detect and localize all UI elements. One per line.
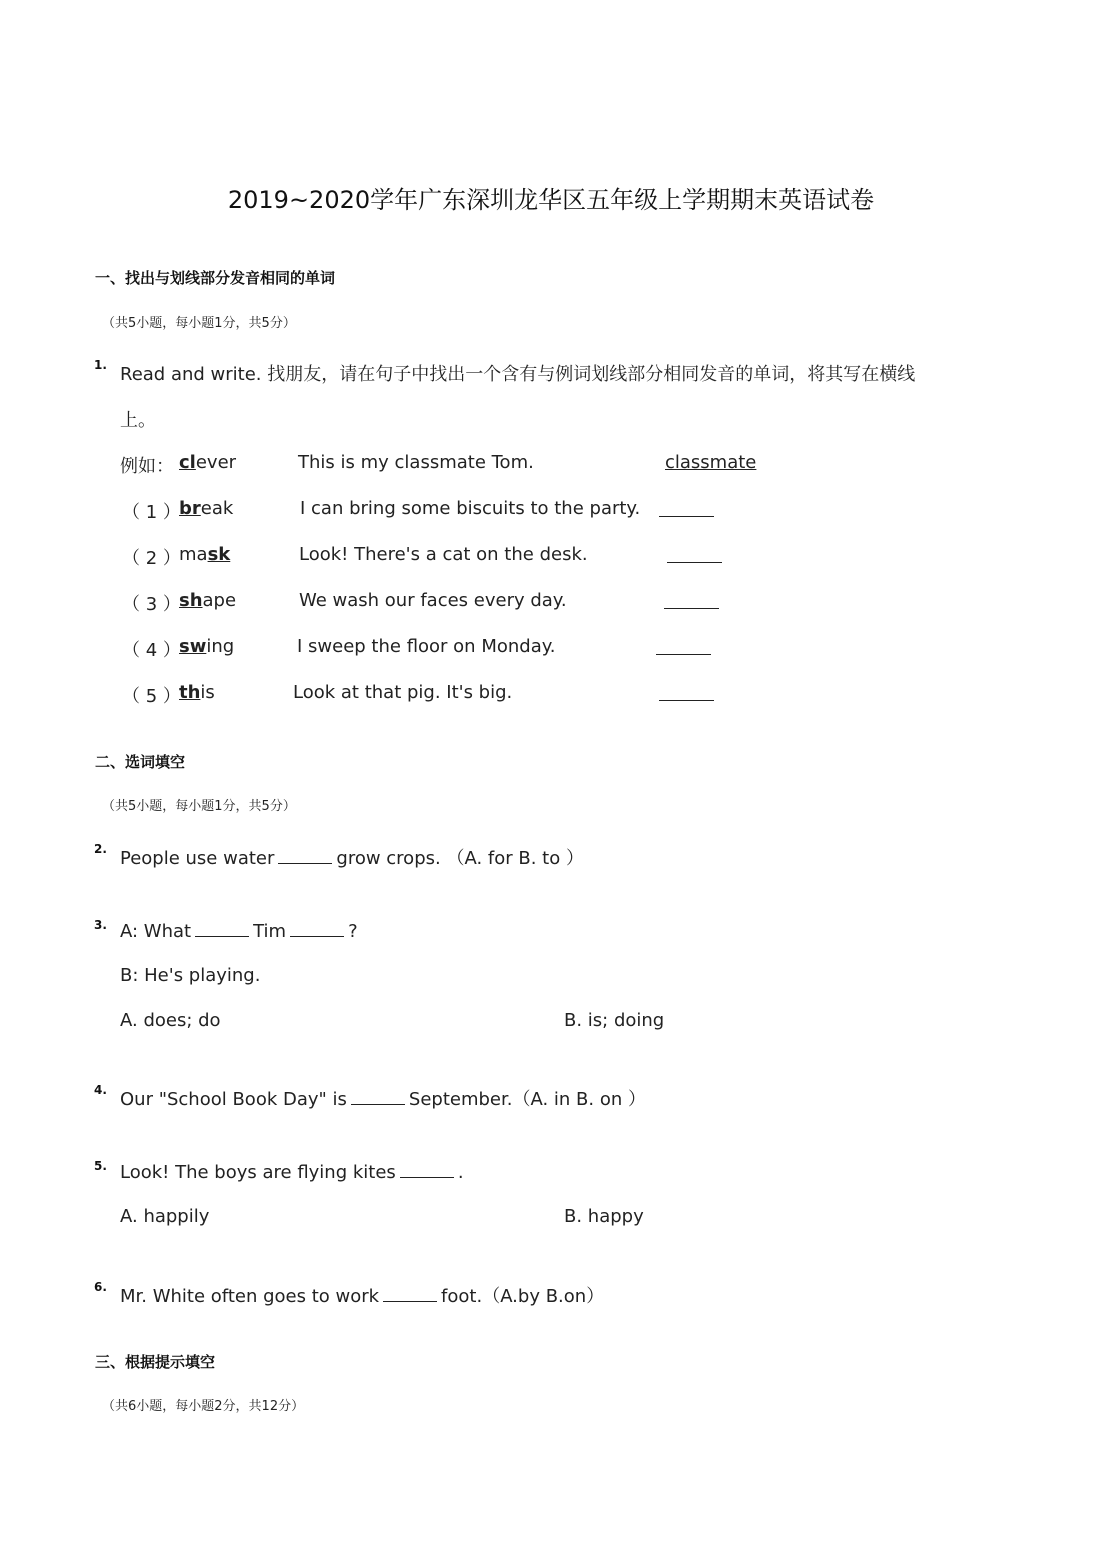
q4-text: Our "School Book Day" is September.（A. in B. on ） [120, 1089, 646, 1110]
q1-item-sentence-1: I can bring some biscuits to the party. [300, 498, 641, 519]
q1-item-sentence-3: We wash our faces every day. [299, 590, 567, 611]
q1-answer-blank-3[interactable] [664, 608, 719, 609]
q1-answer-blank-2[interactable] [667, 562, 722, 563]
q1-item-word-1: break [179, 498, 234, 519]
question-number-6: 6. [94, 1280, 107, 1294]
section-heading-3: 三、根据提示填空 [95, 1353, 216, 1371]
q1-item-label-3: （ 3 ） [122, 594, 181, 615]
question-number-3: 3. [94, 918, 107, 932]
q1-instruction-line2: 上。 [120, 410, 156, 431]
q5-answer-blank[interactable] [400, 1161, 454, 1178]
q2-answer-blank[interactable] [278, 847, 332, 864]
q3-answer-blank-1[interactable] [195, 920, 249, 937]
q5-option-b: B. happy [564, 1206, 644, 1227]
q3-option-b: B. is; doing [564, 1010, 665, 1031]
q1-item-word-3: shape [179, 590, 237, 611]
q2-text: People use water grow crops. （A. for B. to ） [120, 848, 584, 869]
q5-option-a: A. happily [120, 1206, 210, 1227]
section-heading-2: 二、选词填空 [95, 753, 186, 771]
q1-example-answer: classmate [665, 452, 757, 473]
q5-text: Look! The boys are flying kites . [120, 1162, 464, 1183]
question-number-5: 5. [94, 1159, 107, 1173]
question-number-1: 1. [94, 358, 107, 372]
page-title: 2019~2020学年广东深圳龙华区五年级上学期期末英语试卷 [227, 186, 875, 214]
q1-item-word-5: this [179, 682, 215, 703]
q3-option-a: A. does; do [120, 1010, 221, 1031]
q1-item-word-2: mask [179, 544, 231, 565]
q4-answer-blank[interactable] [351, 1088, 405, 1105]
q6-text: Mr. White often goes to work foot.（A.by B.on） [120, 1286, 605, 1307]
question-number-4: 4. [94, 1083, 107, 1097]
q1-answer-blank-5[interactable] [659, 700, 714, 701]
q1-item-sentence-4: I sweep the floor on Monday. [297, 636, 556, 657]
q3-line-a: A: What Tim ? [120, 921, 358, 942]
q3-line-b: B: He's playing. [120, 965, 261, 986]
q1-example-word: clever [179, 452, 237, 473]
section-heading-1: 一、找出与划线部分发音相同的单词 [95, 269, 336, 287]
q1-item-label-1: （ 1 ） [122, 502, 181, 523]
q1-answer-blank-4[interactable] [656, 654, 711, 655]
question-number-2: 2. [94, 842, 107, 856]
section-note-2: （共5小题，每小题1分，共5分） [102, 799, 296, 814]
q1-example-sentence: This is my classmate Tom. [298, 452, 534, 473]
q1-instruction-line1: Read and write. 找朋友，请在句子中找出一个含有与例词划线部分相同发音的单词，将其写在横线 [120, 364, 916, 385]
q1-item-label-5: （ 5 ） [122, 686, 181, 707]
q1-item-sentence-5: Look at that pig. It's big. [293, 682, 513, 703]
q3-answer-blank-2[interactable] [290, 920, 344, 937]
q1-item-sentence-2: Look! There's a cat on the desk. [299, 544, 588, 565]
q1-item-word-4: swing [179, 636, 235, 657]
section-note-3: （共6小题，每小题2分，共12分） [102, 1399, 305, 1414]
q6-answer-blank[interactable] [383, 1285, 437, 1302]
q1-answer-blank-1[interactable] [659, 516, 714, 517]
q1-item-label-4: （ 4 ） [122, 640, 181, 661]
q1-example-prefix: 例如： [120, 456, 174, 477]
q1-item-label-2: （ 2 ） [122, 548, 181, 569]
section-note-1: （共5小题，每小题1分，共5分） [102, 316, 296, 331]
